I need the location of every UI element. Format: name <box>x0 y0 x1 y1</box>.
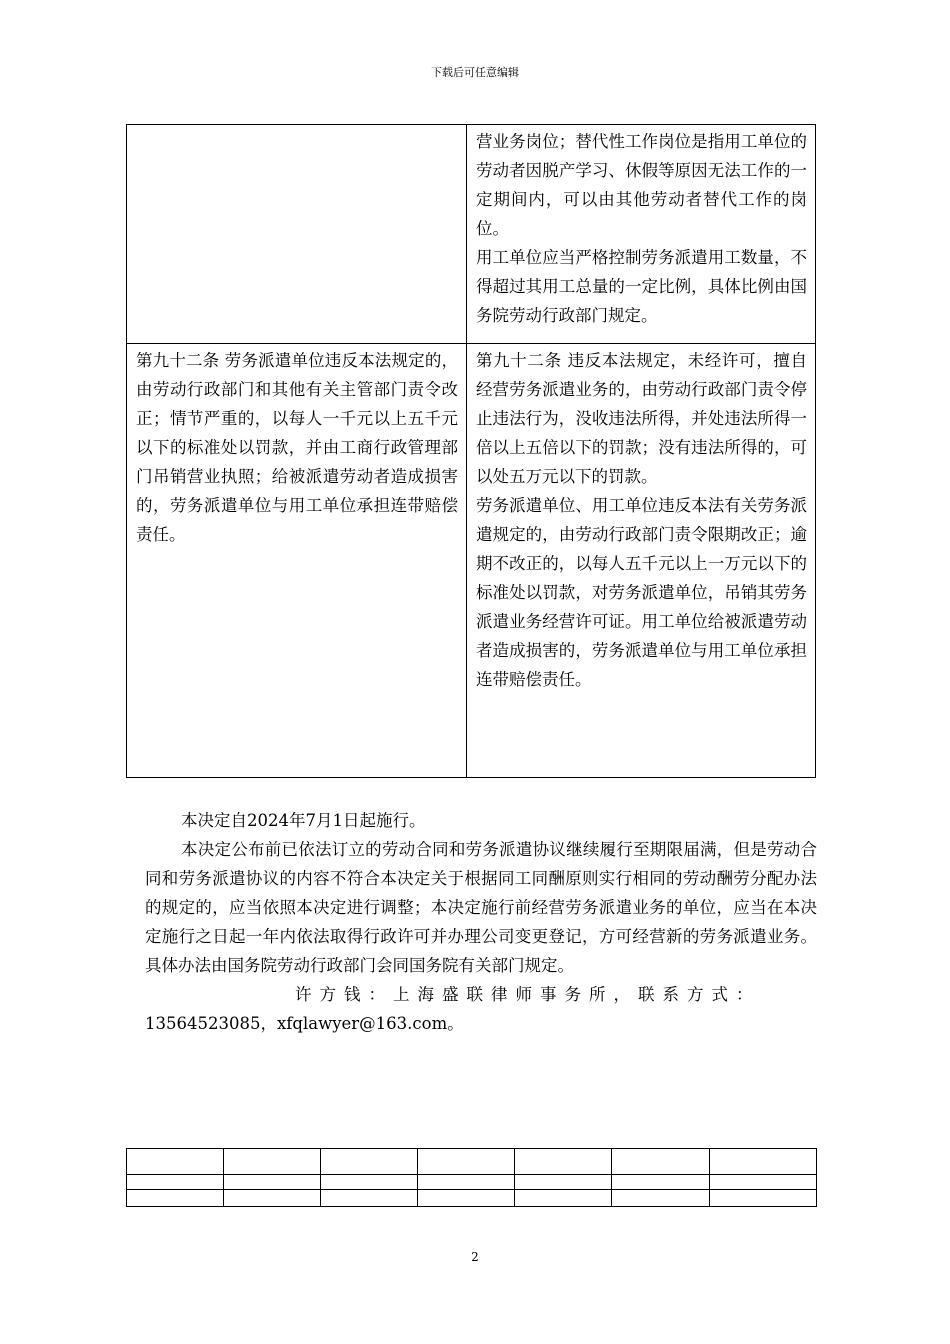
blank-table-row <box>127 1175 817 1190</box>
blank-cell <box>418 1149 515 1175</box>
blank-cell <box>127 1175 224 1190</box>
blank-cell <box>710 1190 817 1207</box>
page-number: 2 <box>471 1250 479 1264</box>
blank-cell <box>321 1149 418 1175</box>
blank-cell <box>710 1149 817 1175</box>
transition-provision-paragraph: 本决定公布前已依法订立的劳动合同和劳务派遣协议继续履行至期限届满，但是劳动合同和劳务派遣协议的内容不符合本决定关于根据同工同酬原则实行相同的劳动酬劳分配办法的规定的，应当依照本决定进行调整；本决定施行前经营劳务派遣业务的单位，应当在本决定施行之日起一年内依法取得行政许可并办理公司变更登记，方可经营新的劳务派遣业务。具体办法由国务院劳动行政部门会同国务院有关部门规定。 <box>145 840 817 975</box>
blank-table <box>126 1148 817 1207</box>
blank-cell <box>612 1175 710 1190</box>
table-cell-old-law-article-92 <box>127 344 467 778</box>
blank-cell <box>321 1190 418 1207</box>
blank-cell <box>515 1175 612 1190</box>
blank-cell <box>321 1175 418 1190</box>
blank-cell <box>515 1190 612 1207</box>
blank-cell <box>224 1175 321 1190</box>
old-law-paragraph: 第九十二条 劳务派遣单位违反本法规定的，由劳动行政部门和其他有关主管部门责令改正；情节严重的，以每人一千元以上五千元以下的标准处以罚款，并由工商行政管理部门吊销营业执照；给被派遣劳动者造成损害的，劳务派遣单位与用工单位承担连带赔偿责任。 <box>136 351 458 544</box>
table-row <box>127 125 816 344</box>
effective-date-paragraph: 本决定自2024年7月1日起施行。 <box>181 811 426 830</box>
blank-table-row <box>127 1190 817 1207</box>
blank-cell <box>612 1149 710 1175</box>
blank-cell <box>127 1190 224 1207</box>
page-header: 下载后可任意编辑 <box>431 66 519 79</box>
blank-cell <box>224 1149 321 1175</box>
blank-cell <box>612 1190 710 1207</box>
blank-cell <box>710 1175 817 1190</box>
author-contact-line <box>145 980 817 1038</box>
blank-cell <box>418 1175 515 1190</box>
author-contact-info: 13564523085，xfqlawyer@163.com。 <box>145 1014 464 1033</box>
blank-table-row <box>127 1149 817 1175</box>
new-law-paragraph: 营业务岗位；替代性工作岗位是指用工单位的劳动者因脱产学习、休假等原因无法工作的一定期间内，可以由其他劳动者替代工作的岗位。 <box>476 132 807 238</box>
blank-cell <box>224 1190 321 1207</box>
table-row <box>127 344 816 778</box>
blank-cell <box>515 1149 612 1175</box>
comparison-table <box>126 124 816 778</box>
new-law-paragraph: 第九十二条 违反本法规定，未经许可，擅自经营劳务派遣业务的，由劳动行政部门责令停止违法行为，没收违法所得，并处违法所得一倍以上五倍以下的罚款；没有违法所得的，可以处五万元以下的罚款。 <box>476 351 807 486</box>
new-law-paragraph: 用工单位应当严格控制劳务派遣用工数量，不得超过其用工总量的一定比例，具体比例由国务院劳动行政部门规定。 <box>476 248 807 325</box>
table-cell-old-law-continued <box>127 125 467 344</box>
blank-cell <box>418 1190 515 1207</box>
body-text <box>145 806 817 1038</box>
table-cell-new-law-article-92 <box>467 344 816 778</box>
blank-cell <box>127 1149 224 1175</box>
new-law-paragraph: 劳务派遣单位、用工单位违反本法有关劳务派遣规定的，由劳动行政部门责令限期改正；逾期不改正的，以每人五千元以上一万元以下的标准处以罚款，对劳务派遣单位，吊销其劳务派遣业务经营许可证。用工单位给被派遣劳动者造成损害的，劳务派遣单位与用工单位承担连带赔偿责任。 <box>476 496 807 689</box>
author-contact-label: 许方钱：上海盛联律师事务所，联系方式： <box>295 985 761 1004</box>
table-cell-new-law-continued <box>467 125 816 344</box>
